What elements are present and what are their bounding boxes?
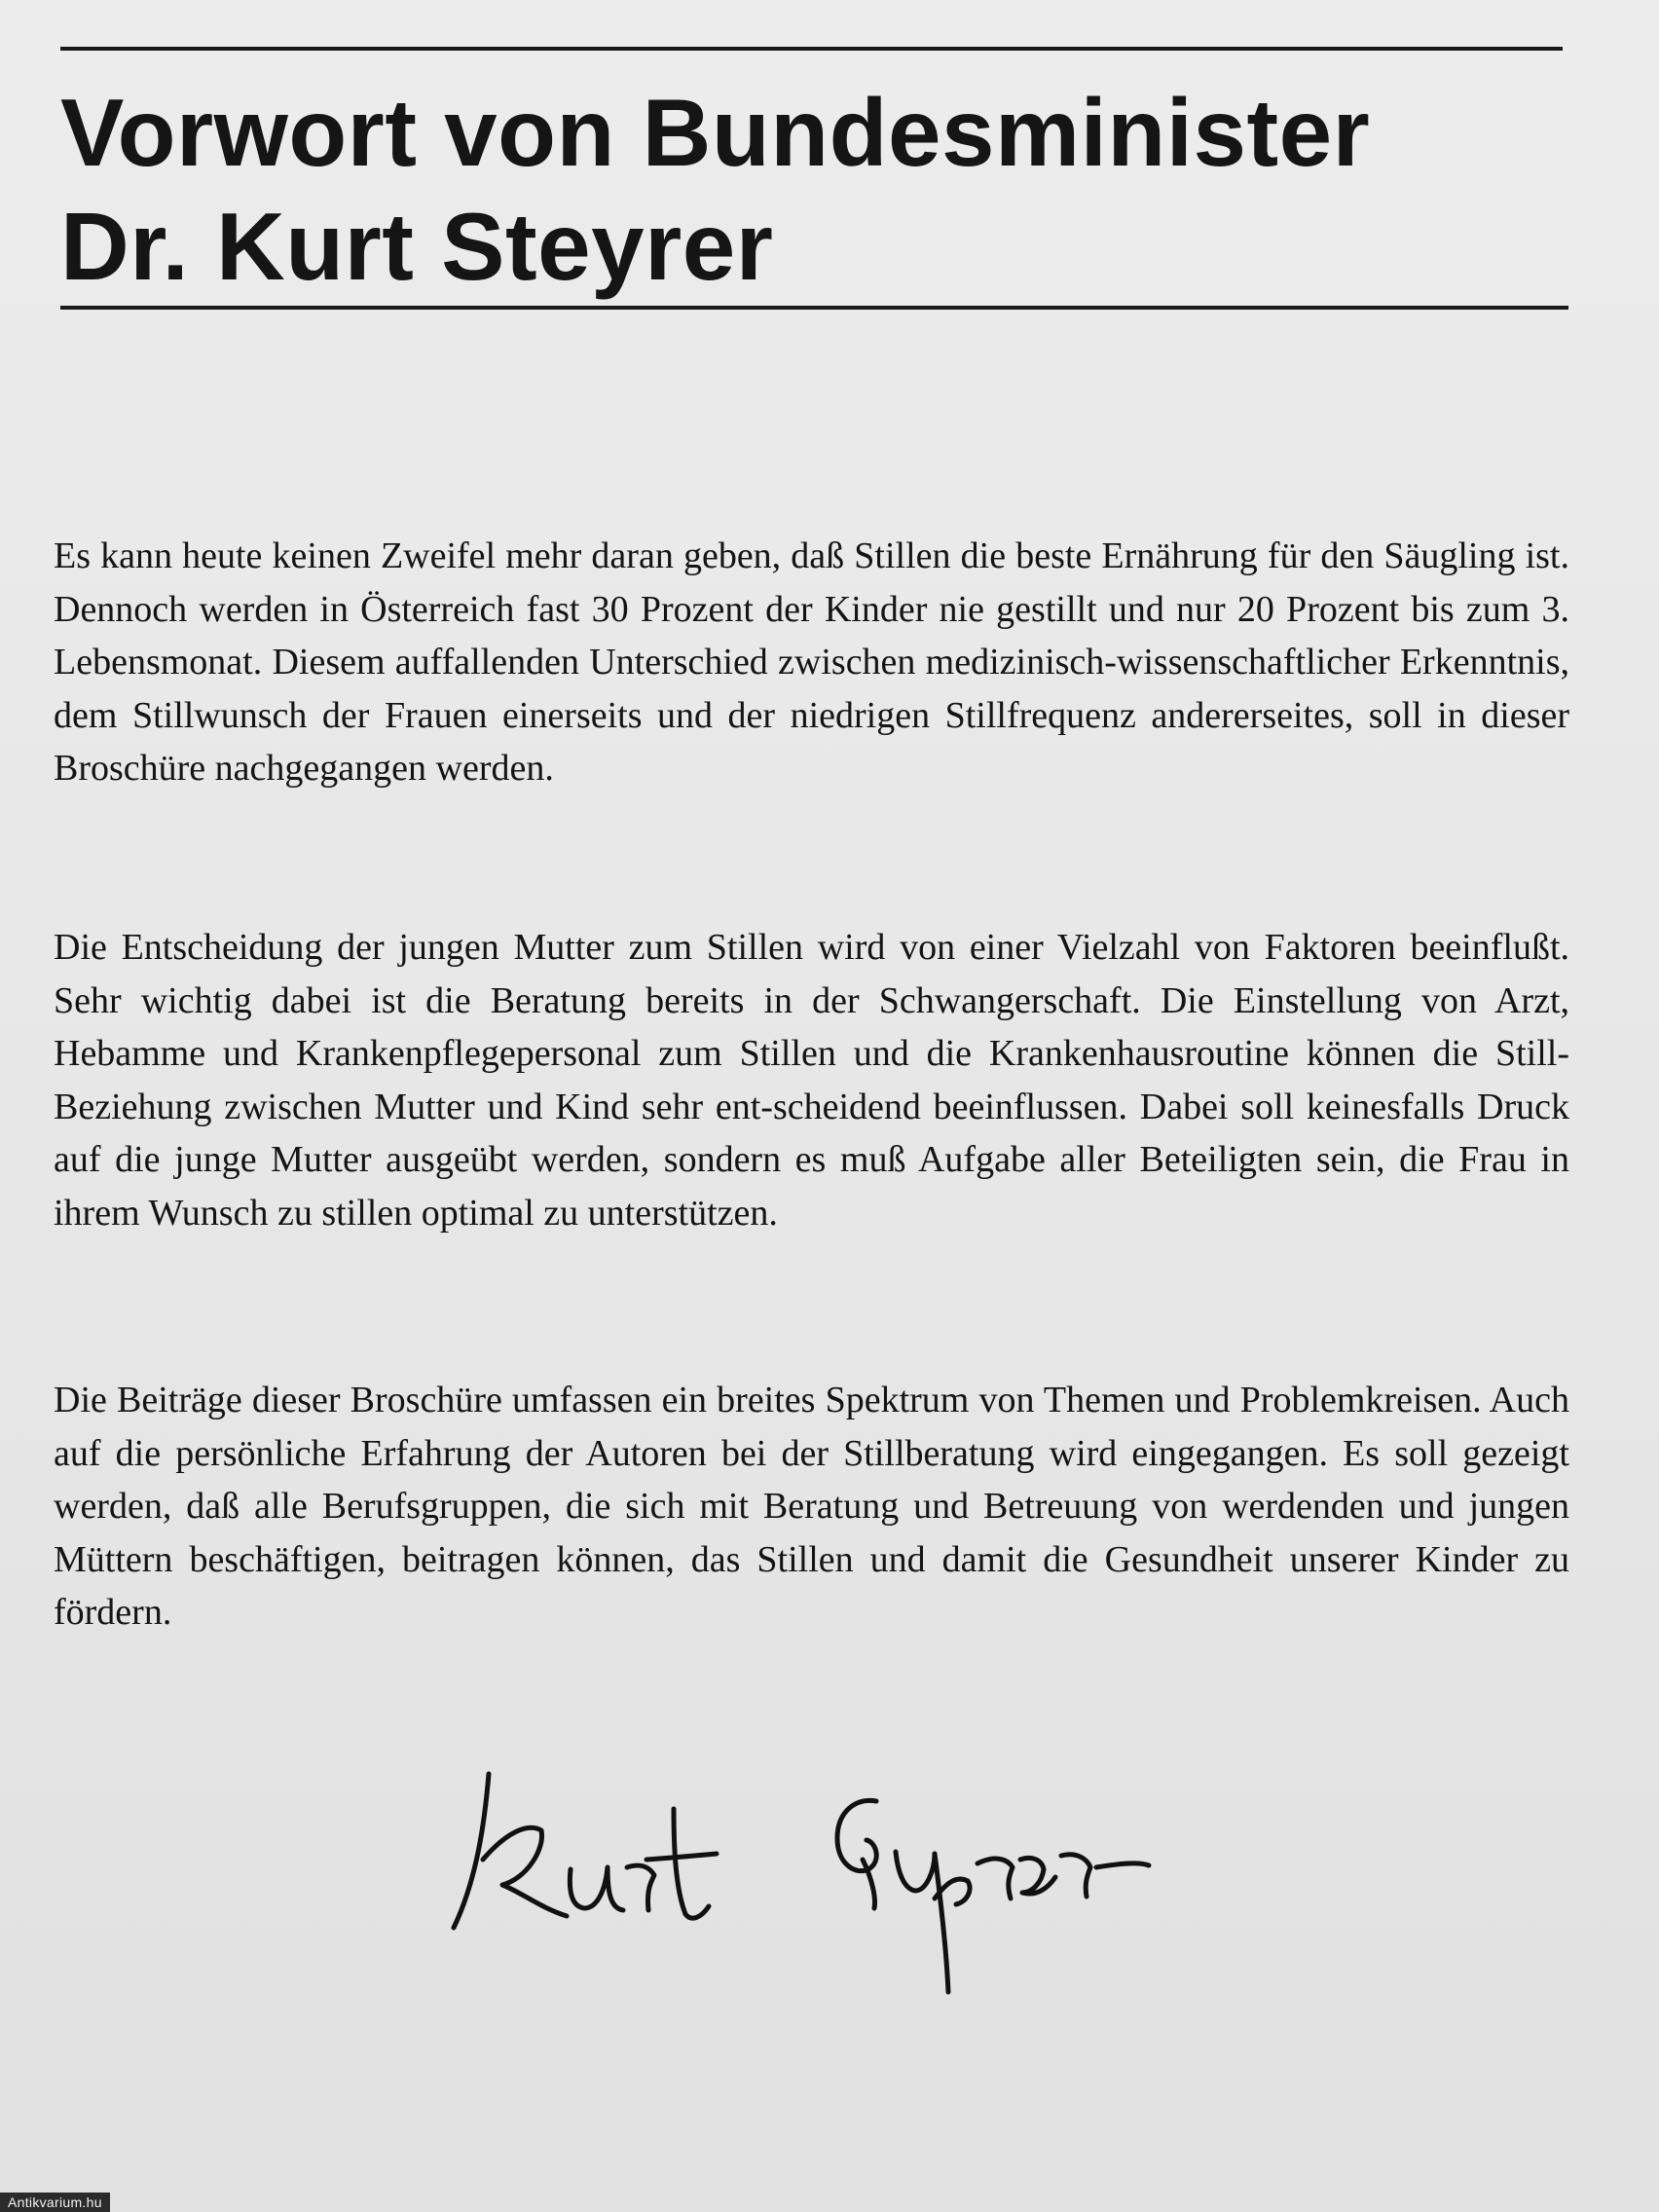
top-rule: [60, 47, 1563, 51]
title-underline-rule: [60, 306, 1568, 310]
title-line-2: Dr. Kurt Steyrer: [60, 193, 774, 300]
body-paragraph-2: Die Entscheidung der jungen Mutter zum Stillen wird von einer Vielzahl von Faktoren beeinflußt. Sehr wichtig dabei ist die Beratung bereits in der Schwangerschaft. Die Einstellung von Arzt, Hebamme und Krankenpflegepersonal zum Stillen und die Krankenhausroutine können die Still-Beziehung zwischen Mutter und Kind sehr ent-scheidend beeinflussen. Dabei soll keinesfalls Druck auf die junge Mutter ausgeübt werden, sondern es muß Aufgabe aller Beteiligten sein, die Frau in ihrem Wunsch zu stillen optimal zu unterstützen.: [54, 927, 1569, 1234]
body-paragraph-3: Die Beiträge dieser Broschüre umfassen ein breites Spektrum von Themen und Problemkreisen. Auch auf die persönliche Erfahrung der Autoren bei der Stillberatung wird eingegangen. Es soll gezeigt werden, daß alle Berufsgruppen, die sich mit Beratung und Betreuung von werdenden und jungen Müttern beschäftigen, beitragen können, das Stillen und damit die Gesundheit unserer Kinder zu fördern.: [54, 1380, 1569, 1633]
body-paragraph-1: Es kann heute keinen Zweifel mehr daran geben, daß Stillen die beste Ernährung für den Säugling ist. Dennoch werden in Österreich fast 30 Prozent der Kinder nie gestillt und nur 20 Prozent bis zum 3. Lebensmonat. Diesem auffallenden Unterschied zwischen medizinisch-wissenschaftlicher Erkenntnis, dem Stillwunsch der Frauen einerseits und der niedrigen Stillfrequenz andererseites, soll in dieser Broschüre nachgegangen werden.: [54, 535, 1569, 789]
title-line-1: Vorwort von Bundesminister: [60, 79, 1371, 186]
page-title: [60, 76, 1579, 304]
signature-icon: [448, 1762, 1597, 1996]
watermark-label: Antikvarium.hu: [0, 2193, 110, 2212]
